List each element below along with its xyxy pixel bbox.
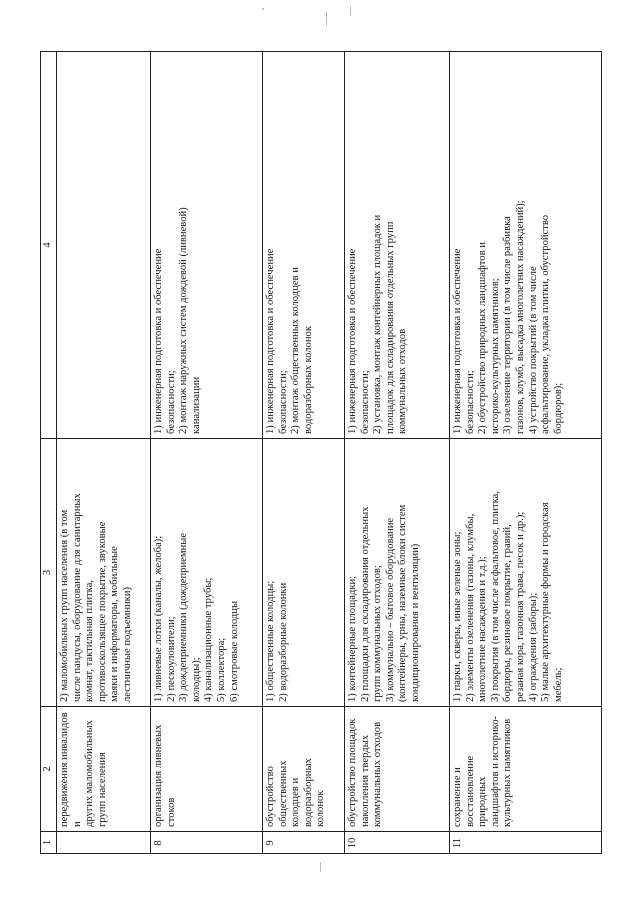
cell-line: накопления твердых: [359, 734, 371, 827]
scan-mark: [262, 8, 264, 10]
header-cell: 1: [41, 832, 57, 854]
scan-mark: [350, 6, 351, 16]
cell-line: асфальтирование, укладка плитки, обустройство: [540, 214, 552, 434]
activities-cell: [57, 52, 151, 439]
elements-cell: [57, 439, 151, 707]
cell-line: культурных памятников: [502, 718, 514, 827]
cell-line: безопасности;: [277, 370, 289, 434]
cell-line: комнат, тактильная плитка,: [84, 579, 96, 702]
work-type-cell: [57, 707, 151, 832]
cell-line: канализации: [190, 376, 202, 434]
row-number: 8: [151, 832, 263, 854]
cell-line: 2) пескоуловители;: [165, 616, 177, 702]
cell-line: 2) монтаж общественных колодцев и: [290, 267, 302, 434]
cell-line: 3) покрытия (в том числе асфальтовое, плитка,: [489, 491, 501, 702]
cell-line: 4) канализационные трубы;: [203, 577, 215, 702]
cell-line: 2) водоразборные колонки: [277, 582, 289, 702]
elements-cell: [345, 439, 450, 707]
scan-mark: [320, 862, 321, 872]
cell-line: многолетние насаждения и т.д.);: [477, 556, 489, 702]
cell-line: 2) элементы озеленения (газоны, клумбы,: [464, 513, 476, 702]
header-cell: 2: [41, 707, 57, 832]
header-cell: 4: [41, 52, 57, 439]
cell-line: ландшафтов и историко-: [489, 715, 501, 827]
elements-cell: [450, 439, 602, 707]
cell-line: колонок: [315, 790, 327, 827]
row-number: 9: [263, 832, 345, 854]
table-row: [151, 52, 263, 854]
cell-line: 3) озеленение территории (в том числе разбивка: [502, 216, 514, 434]
cell-line: числе пандусы, оборудование для санитарных: [71, 493, 83, 702]
elements-cell: [151, 439, 263, 707]
cell-line: безопасности;: [165, 370, 177, 434]
rotated-page: [40, 52, 592, 854]
cell-line: кондиционирования и вентиляции): [409, 543, 421, 702]
table-row: [57, 52, 151, 854]
cell-line: обустройство площадок: [347, 718, 358, 827]
cell-line: бордюры, резиновое покрытие, гравий,: [502, 524, 514, 702]
cell-line: 1) инженерная подготовка и обеспечение: [265, 248, 276, 434]
cell-line: обустройство общественных: [265, 760, 289, 827]
cell-line: коммунальных отходов: [372, 721, 384, 827]
table-row: [345, 52, 450, 854]
cell-line: водоразборных колонок: [302, 326, 314, 434]
cell-line: колодцы);: [190, 657, 202, 702]
cell-line: резаная кора, газонная трава, песок и др.);: [514, 511, 526, 702]
header-row: [41, 52, 57, 854]
cell-line: 1) инженерная подготовка и обеспечение: [153, 248, 164, 434]
cell-line: коммунальных отходов: [397, 328, 409, 434]
cell-line: 5) коллектора;: [215, 637, 227, 702]
table-row: [450, 52, 602, 854]
cell-line: передвижения инвалидов и: [59, 712, 83, 827]
table-row: [263, 52, 345, 854]
row-number: 10: [345, 832, 450, 854]
cell-line: 6) смотровые колодцы: [228, 600, 240, 702]
cell-line: 3) дождеприемники (дождеприемные: [178, 532, 190, 702]
cell-line: 2) монтаж наружных систем дождевой (ливневой): [178, 207, 190, 434]
activities-cell: [345, 52, 450, 439]
cell-line: сохранение и: [452, 767, 463, 827]
cell-line: групп населения: [96, 752, 108, 827]
cell-line: восстановление природных: [464, 755, 489, 827]
cell-line: 4) устройство покрытий (в том числе: [527, 266, 539, 434]
cell-line: 3) коммунально – бытовое оборудование: [384, 517, 396, 702]
work-type-cell: [345, 707, 450, 832]
cell-line: газонов, клумб, высадка многолетних насаждений);: [514, 200, 526, 434]
cell-line: колодцев и водоразборных: [290, 758, 314, 827]
cell-line: стоков: [165, 797, 177, 827]
row-number: 11: [450, 832, 602, 854]
cell-line: 2) установка, монтаж контейнерных площадок и: [372, 214, 384, 434]
cell-line: (контейнеры, урны, наземные блоки систем: [397, 504, 409, 702]
scan-mark: [326, 12, 327, 26]
header-cell: 3: [41, 439, 57, 707]
cell-line: лестничные подъемники): [121, 586, 133, 702]
works-table: [40, 51, 602, 854]
cell-line: бордюров);: [552, 382, 564, 434]
activities-cell: [151, 52, 263, 439]
cell-line: 4) ограждения (заборы);: [527, 592, 539, 702]
cell-line: маяки и информаторы, мобильные: [109, 546, 121, 702]
cell-line: 1) контейнерные площадки;: [347, 575, 358, 702]
cell-line: мебель;: [552, 667, 564, 702]
cell-line: безопасности;: [359, 370, 371, 434]
cell-line: противоскользящее покрытие, звуковые: [96, 521, 108, 702]
work-type-cell: [263, 707, 345, 832]
cell-line: площадок для складирования отдельных групп: [384, 221, 396, 434]
cell-line: организация ливневых: [153, 724, 164, 827]
cell-line: групп коммунальных отходов;: [372, 565, 384, 702]
cell-line: 1) инженерная подготовка и обеспечение: [347, 248, 358, 434]
work-type-cell: [151, 707, 263, 832]
cell-line: безопасности;: [464, 370, 476, 434]
cell-line: 2) обустройство природных ландшафтов и: [477, 242, 489, 434]
cell-line: других маломобильных: [84, 720, 96, 827]
cell-line: 1) инженерная подготовка и обеспечение: [452, 248, 463, 434]
cell-line: 1) парки, скверы, иные зеленые зоны;: [452, 531, 463, 702]
cell-line: 1) общественные колодцы;: [265, 580, 276, 702]
cell-line: историко-культурных памятников;: [489, 278, 501, 434]
cell-line: 2) площадки для складирования отдельных: [359, 506, 371, 702]
elements-cell: [263, 439, 345, 707]
cell-line: 5) малые архитектурные формы и городская: [540, 502, 552, 702]
activities-cell: [450, 52, 602, 439]
row-number: [57, 832, 151, 854]
cell-line: 2) маломобильных групп населения (в том: [59, 509, 70, 702]
cell-line: 1) ливневые лотки (каналы, желоба);: [153, 535, 164, 702]
work-type-cell: [450, 707, 602, 832]
activities-cell: [263, 52, 345, 439]
